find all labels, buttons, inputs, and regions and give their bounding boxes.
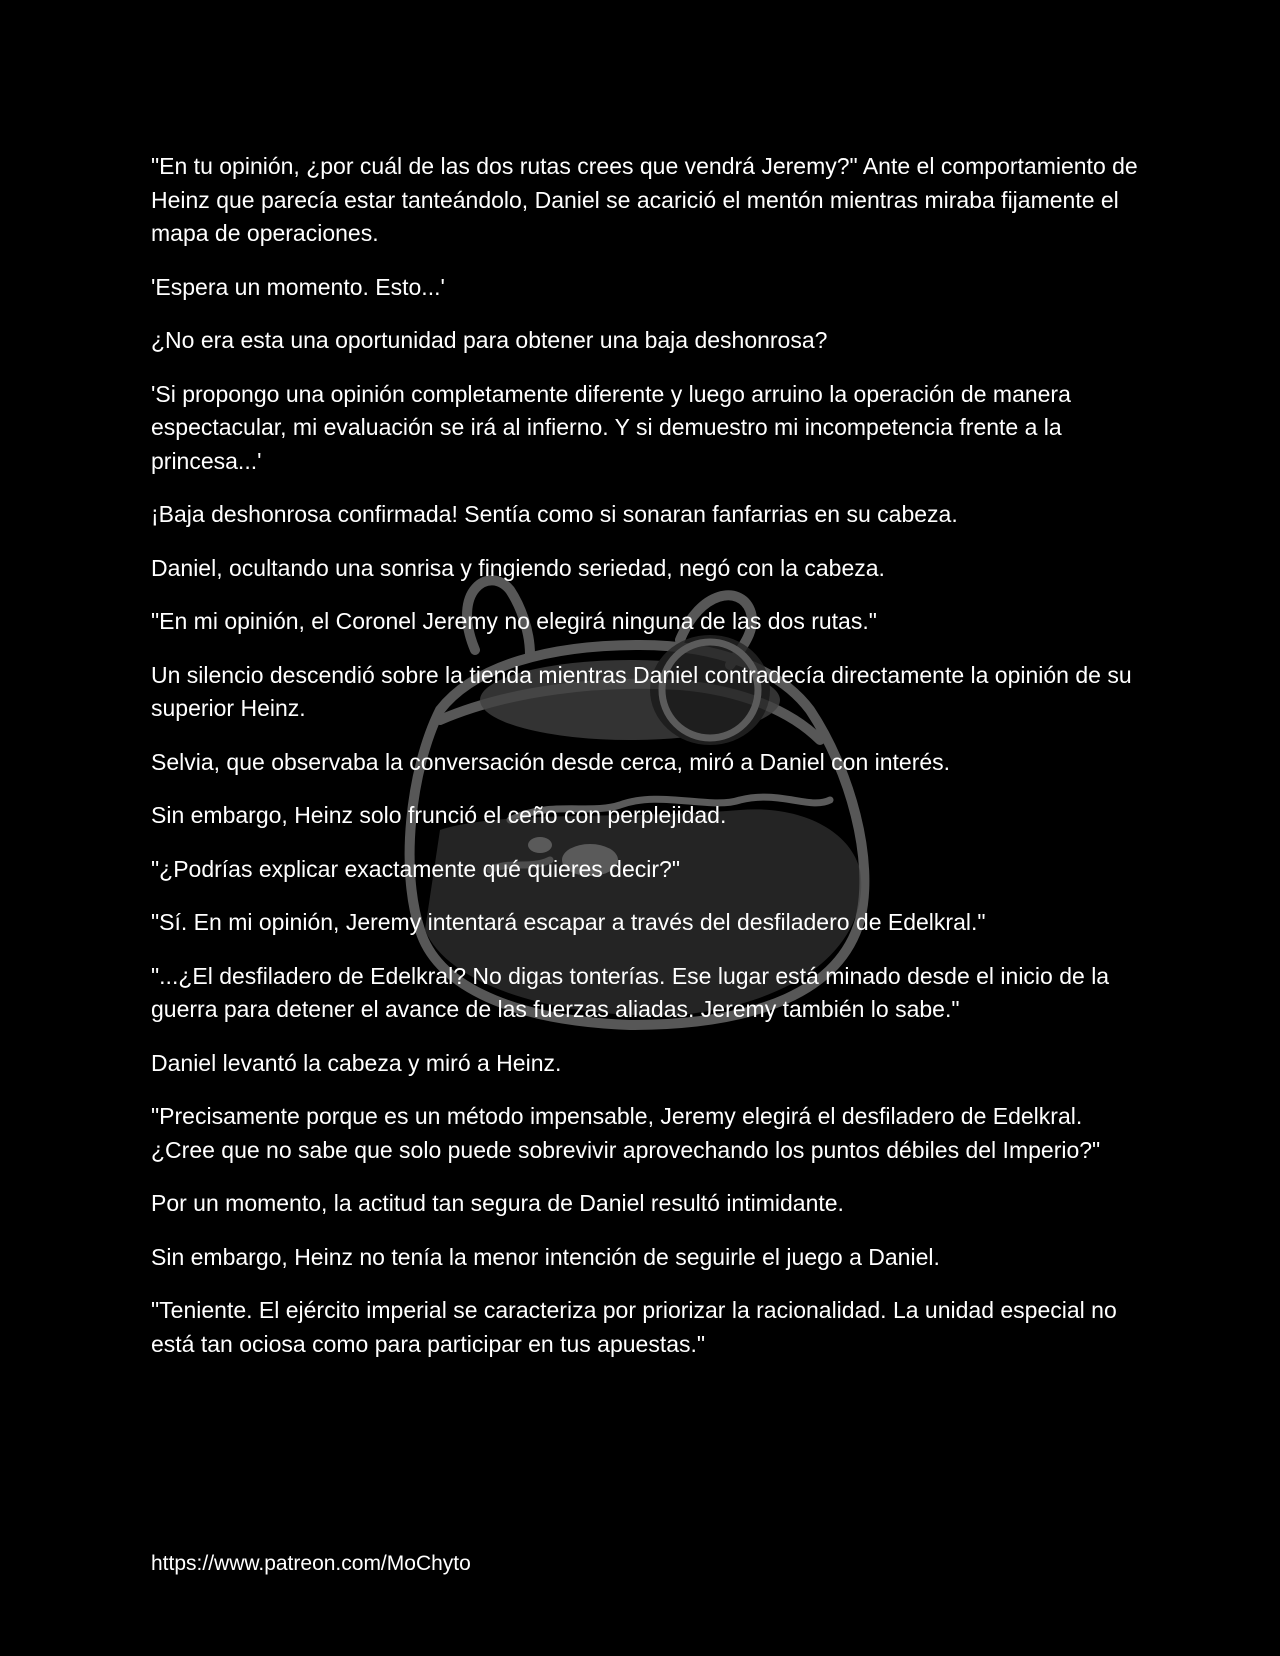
paragraph-13: "...¿El desfiladero de Edelkral? No digas tonterías. Ese lugar está minado desde el inicio de la guerra para detener el avance de las fuerzas aliadas. Jeremy también lo sabe."	[151, 962, 1110, 1022]
paragraph-5: ¡Baja deshonrosa confirmada! Sentía como si sonaran fanfarrias en su cabeza.	[151, 501, 958, 527]
paragraph-11: "¿Podrías explicar exactamente qué quieres decir?"	[151, 855, 680, 882]
paragraph-10: Sin embargo, Heinz solo frunció el ceño con perplejidad.	[151, 802, 727, 828]
story-text	[151, 150, 1141, 1381]
paragraph-18: "Teniente. El ejército imperial se caracteriza por priorizar la racionalidad. La unidad especial no está tan ociosa como para participar en tus apuestas."	[151, 1297, 1117, 1357]
paragraph-1: "En tu opinión, ¿por cuál de las dos rutas crees que vendrá Jeremy?" Ante el comportamiento de Heinz que parecía estar tanteándolo, Daniel se acarició el mentón mientras miraba fijamente el mapa de operaciones.	[151, 153, 1138, 246]
paragraph-16: Por un momento, la actitud tan segura de Daniel resultó intimidante.	[151, 1190, 844, 1216]
paragraph-7: "En mi opinión, el Coronel Jeremy no elegirá ninguna de las dos rutas."	[151, 608, 877, 634]
patreon-link[interactable]: https://www.patreon.com/MoChyto	[151, 1552, 471, 1575]
paragraph-12: "Sí. En mi opinión, Jeremy intentará escapar a través del desfiladero de Edelkral."	[151, 909, 986, 935]
paragraph-6: Daniel, ocultando una sonrisa y fingiendo seriedad, negó con la cabeza.	[151, 554, 885, 581]
paragraph-17: Sin embargo, Heinz no tenía la menor intención de seguirle el juego a Daniel.	[151, 1243, 940, 1270]
paragraph-3: ¿No era esta una oportunidad para obtener una baja deshonrosa?	[151, 327, 828, 353]
paragraph-2: 'Espera un momento. Esto...'	[151, 273, 445, 300]
paragraph-14: Daniel levantó la cabeza y miró a Heinz.	[151, 1049, 562, 1076]
paragraph-4: 'Si propongo una opinión completamente diferente y luego arruino la operación de manera espectacular, mi evaluación se irá al infierno. Y si demuestro mi incompetencia frente a la princesa...'	[151, 380, 1071, 474]
paragraph-9: Selvia, que observaba la conversación desde cerca, miró a Daniel con interés.	[151, 748, 951, 775]
paragraph-8: Un silencio descendió sobre la tienda mientras Daniel contradecía directamente la opinión de su superior Heinz.	[151, 661, 1132, 721]
paragraph-15: "Precisamente porque es un método impensable, Jeremy elegirá el desfiladero de Edelkral. ¿Cree que no sabe que solo puede sobrevivir aprovechando los puntos débiles del Imperio?"	[151, 1103, 1101, 1163]
